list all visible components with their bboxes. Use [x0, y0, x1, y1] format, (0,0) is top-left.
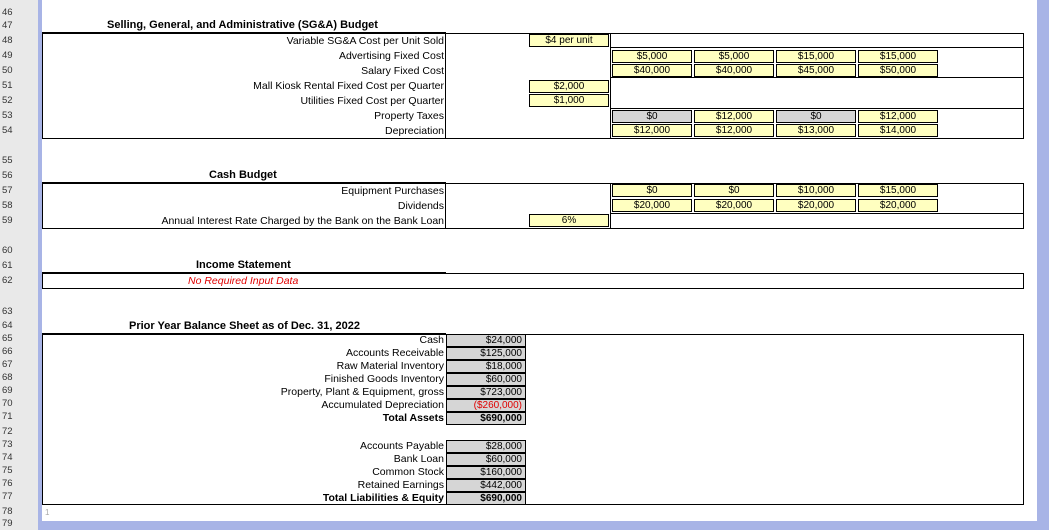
row-header[interactable]: 70 [2, 398, 13, 409]
row-header[interactable]: 66 [2, 346, 13, 357]
sga-row-divider [610, 108, 1024, 109]
equipment-q4-cell[interactable]: $15,000 [858, 184, 938, 197]
sga-label-property-taxes[interactable]: Property Taxes [374, 110, 444, 122]
sga-row-divider [610, 47, 1024, 48]
dividends-q3-cell[interactable]: $20,000 [776, 199, 856, 212]
salary-q3-cell[interactable]: $45,000 [776, 64, 856, 77]
property-taxes-q3-cell[interactable]: $0 [776, 110, 856, 123]
advertising-q2-cell[interactable]: $5,000 [694, 50, 774, 63]
sga-label-divider [445, 33, 446, 139]
sga-quarter-divider [610, 33, 611, 139]
row-header[interactable]: 61 [2, 260, 13, 271]
property-taxes-q2-cell[interactable]: $12,000 [694, 110, 774, 123]
liability-label[interactable]: Bank Loan [393, 453, 444, 465]
cash-budget-title: Cash Budget [209, 169, 277, 181]
row-header[interactable]: 58 [2, 200, 13, 211]
asset-value-cell[interactable]: $125,000 [446, 347, 526, 360]
sheet-right-border [1037, 0, 1049, 530]
advertising-q1-cell[interactable]: $5,000 [612, 50, 692, 63]
row-header[interactable]: 79 [2, 518, 13, 529]
asset-value-cell[interactable]: $18,000 [446, 360, 526, 373]
asset-label[interactable]: Accumulated Depreciation [321, 399, 444, 411]
row-header[interactable]: 65 [2, 333, 13, 344]
sga-label-utilities[interactable]: Utilities Fixed Cost per Quarter [300, 95, 444, 107]
property-taxes-q4-cell[interactable]: $12,000 [858, 110, 938, 123]
row-header[interactable]: 48 [2, 35, 13, 46]
cash-label-interest[interactable]: Annual Interest Rate Charged by the Bank on the Bank Loan [161, 215, 444, 227]
row-header[interactable]: 78 [2, 506, 13, 517]
salary-q1-cell[interactable]: $40,000 [612, 64, 692, 77]
sga-label-variable-cost[interactable]: Variable SG&A Cost per Unit Sold [286, 35, 444, 47]
row-header[interactable]: 71 [2, 411, 13, 422]
cash-row-divider [610, 213, 1024, 214]
equipment-q2-cell[interactable]: $0 [694, 184, 774, 197]
liability-value-cell[interactable]: $442,000 [446, 479, 526, 492]
asset-label[interactable]: Raw Material Inventory [336, 360, 444, 372]
mall-kiosk-cost-cell[interactable]: $2,000 [529, 80, 609, 93]
asset-label[interactable]: Property, Plant & Equipment, gross [280, 386, 444, 398]
depreciation-q4-cell[interactable]: $14,000 [858, 124, 938, 137]
sga-label-salary[interactable]: Salary Fixed Cost [361, 65, 444, 77]
row-header[interactable]: 56 [2, 170, 13, 181]
row-header[interactable]: 52 [2, 95, 13, 106]
total-liabilities-equity-cell[interactable]: $690,000 [446, 492, 526, 505]
liability-value-cell[interactable]: $160,000 [446, 466, 526, 479]
row-header[interactable]: 64 [2, 320, 13, 331]
salary-q2-cell[interactable]: $40,000 [694, 64, 774, 77]
asset-label[interactable]: Finished Goods Inventory [324, 373, 444, 385]
income-table-frame [42, 273, 1024, 289]
row-header[interactable]: 53 [2, 110, 13, 121]
equipment-q1-cell[interactable]: $0 [612, 184, 692, 197]
row-header[interactable]: 75 [2, 465, 13, 476]
liability-value-cell[interactable]: $60,000 [446, 453, 526, 466]
liability-label[interactable]: Retained Earnings [357, 479, 444, 491]
row-header[interactable]: 74 [2, 452, 13, 463]
variable-sga-cost-cell[interactable]: $4 per unit [529, 34, 609, 47]
dividends-q2-cell[interactable]: $20,000 [694, 199, 774, 212]
accumulated-depreciation-cell[interactable]: ($260,000) [446, 399, 526, 412]
total-liabilities-equity-label[interactable]: Total Liabilities & Equity [322, 492, 444, 504]
salary-q4-cell[interactable]: $50,000 [858, 64, 938, 77]
row-header[interactable]: 67 [2, 359, 13, 370]
advertising-q3-cell[interactable]: $15,000 [776, 50, 856, 63]
advertising-q4-cell[interactable]: $15,000 [858, 50, 938, 63]
row-header[interactable]: 47 [2, 20, 13, 31]
asset-value-cell[interactable]: $723,000 [446, 386, 526, 399]
cash-label-dividends[interactable]: Dividends [397, 200, 444, 212]
row-header[interactable]: 59 [2, 215, 13, 226]
row-header[interactable]: 50 [2, 65, 13, 76]
row-header[interactable]: 69 [2, 385, 13, 396]
row-header[interactable]: 51 [2, 80, 13, 91]
cell-marker: 1 [45, 508, 50, 517]
property-taxes-q1-cell[interactable]: $0 [612, 110, 692, 123]
cash-label-equipment[interactable]: Equipment Purchases [341, 185, 444, 197]
sga-section-title: Selling, General, and Administrative (SG&A) Budget [107, 19, 378, 31]
liability-label[interactable]: Accounts Payable [359, 440, 444, 452]
asset-value-cell[interactable]: $60,000 [446, 373, 526, 386]
balance-sheet-title: Prior Year Balance Sheet as of Dec. 31, 2022 [129, 320, 360, 332]
sga-label-depreciation[interactable]: Depreciation [385, 125, 444, 137]
liability-label[interactable]: Common Stock [372, 466, 444, 478]
cash-label-divider [445, 183, 446, 229]
row-header[interactable]: 60 [2, 245, 13, 256]
row-header[interactable]: 57 [2, 185, 13, 196]
balance-table-frame [42, 334, 1024, 505]
row-header[interactable]: 76 [2, 478, 13, 489]
row-header[interactable]: 73 [2, 439, 13, 450]
utilities-cost-cell[interactable]: $1,000 [529, 94, 609, 107]
row-header[interactable]: 62 [2, 275, 13, 286]
equipment-q3-cell[interactable]: $10,000 [776, 184, 856, 197]
asset-label[interactable]: Cash [419, 334, 444, 346]
row-header[interactable]: 77 [2, 491, 13, 502]
row-header[interactable]: 68 [2, 372, 13, 383]
row-header[interactable]: 72 [2, 426, 13, 437]
row-header[interactable]: 54 [2, 125, 13, 136]
interest-rate-cell[interactable]: 6% [529, 214, 609, 227]
liability-value-cell[interactable]: $28,000 [446, 440, 526, 453]
no-input-note: No Required Input Data [188, 275, 299, 287]
cash-quarter-divider [610, 183, 611, 229]
asset-label[interactable]: Accounts Receivable [345, 347, 444, 359]
total-assets-label[interactable]: Total Assets [382, 412, 444, 424]
dividends-q1-cell[interactable]: $20,000 [612, 199, 692, 212]
depreciation-q3-cell[interactable]: $13,000 [776, 124, 856, 137]
sga-label-advertising[interactable]: Advertising Fixed Cost [338, 50, 444, 62]
row-header[interactable]: 46 [2, 7, 13, 18]
row-header[interactable]: 49 [2, 50, 13, 61]
sheet-bottom-border [38, 521, 1049, 530]
dividends-q4-cell[interactable]: $20,000 [858, 199, 938, 212]
asset-value-cell[interactable]: $24,000 [446, 334, 526, 347]
sga-row-divider [610, 77, 1024, 78]
sga-label-mall-kiosk[interactable]: Mall Kiosk Rental Fixed Cost per Quarter [253, 80, 444, 92]
depreciation-q1-cell[interactable]: $12,000 [612, 124, 692, 137]
total-assets-cell[interactable]: $690,000 [446, 412, 526, 425]
row-header[interactable]: 63 [2, 306, 13, 317]
depreciation-q2-cell[interactable]: $12,000 [694, 124, 774, 137]
row-header[interactable]: 55 [2, 155, 13, 166]
income-statement-title: Income Statement [196, 259, 291, 271]
